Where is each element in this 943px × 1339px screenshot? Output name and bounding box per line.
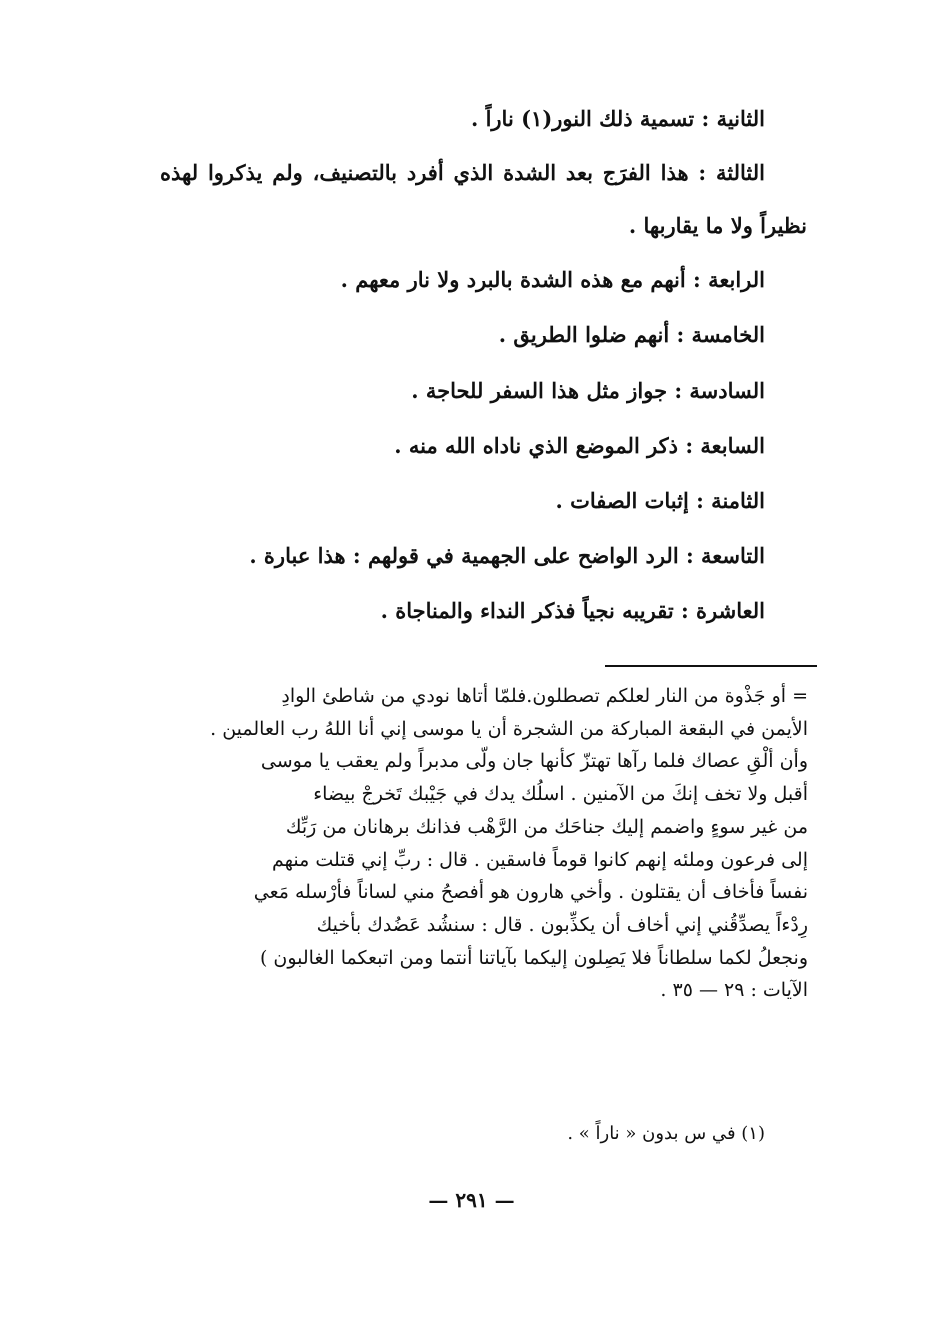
main-line-9: التاسعة : الرد الواضح على الجهمية في قولهم : هذا عبارة . <box>249 543 765 568</box>
main-line-2: الثالثة : هذا الفرَج بعد الشدة الذي أفرد بالتصنيف، ولم يذكروا لهذه <box>160 160 765 185</box>
page-number: — ٢٩١ — <box>428 1188 515 1212</box>
main-line-6: السادسة : جواز مثل هذا السفر للحاجة . <box>411 378 765 403</box>
main-line-1: الثانية : تسمية ذلك النور(١) ناراً . <box>470 106 765 131</box>
main-line-7: السابعة : ذكر الموضع الذي ناداه الله منه . <box>394 433 765 458</box>
main-line-3: نظيراً ولا ما يقاربها . <box>628 213 807 238</box>
footnote-line-2: الأيمن في البقعة المباركة من الشجرة أن يا موسى إني أنا اللهُ رب العالمين . <box>210 717 808 740</box>
main-line-8: الثامنة : إثبات الصفات . <box>555 488 765 513</box>
footnote-line-7: نفساً فأخاف أن يقتلون . وأخي هارون هو أفصحُ مني لساناً فأرْسله مَعي <box>253 881 808 904</box>
footnote-line-4: أقبل ولا تخف إنكَ من الآمنين . اسلُك يدك في جَيْبك تَخرجْ بيضاء <box>313 783 808 806</box>
footnote-line-8: رِدْءاً يصدِّقُني إني أخاف أن يكذِّبون . قال : سنشُد عَضُدك بأخيك <box>316 913 808 936</box>
footnote-line-5: من غير سوءٍ واضمم إليك جناحَك من الرَّهْب فذانك برهانان من رَبِّك <box>285 815 808 838</box>
footnote-line-9: ونجعلُ لكما سلطاناً فلا يَصِلون إليكما بآياتنا أنتما ومن اتبعكما الغالبون ) <box>259 946 808 969</box>
footnote-line-3: وأن ألْقِ عصاك فلما رآها تهتزّ كأنها جان ولّى مدبراً ولم يعقب يا موسى <box>260 750 808 773</box>
main-line-10: العاشرة : تقريبه نجياً فذكر النداء والمناجاة . <box>380 598 765 623</box>
main-line-4: الرابعة : أنهم مع هذه الشدة بالبرد ولا نار معهم . <box>340 267 765 292</box>
main-line-5: الخامسة : أنهم ضلوا الطريق . <box>498 322 765 347</box>
footnote-divider <box>605 665 817 667</box>
footnote-line-10: الآيات : ٢٩ — ٣٥ . <box>660 979 808 1002</box>
footnote-reference: (١) في س بدون « ناراً » . <box>567 1123 765 1144</box>
footnote-line-6: إلى فرعون وملئه إنهم كانوا قوماً فاسقين . قال : ربِّ إني قتلت منهم <box>272 848 808 871</box>
footnote-line-1: = أو جَذْوة من النار لعلكم تصطلون.فلمّا أتاها نودي من شاطئ الوادِ <box>281 685 808 707</box>
footnote-body <box>158 680 808 1007</box>
